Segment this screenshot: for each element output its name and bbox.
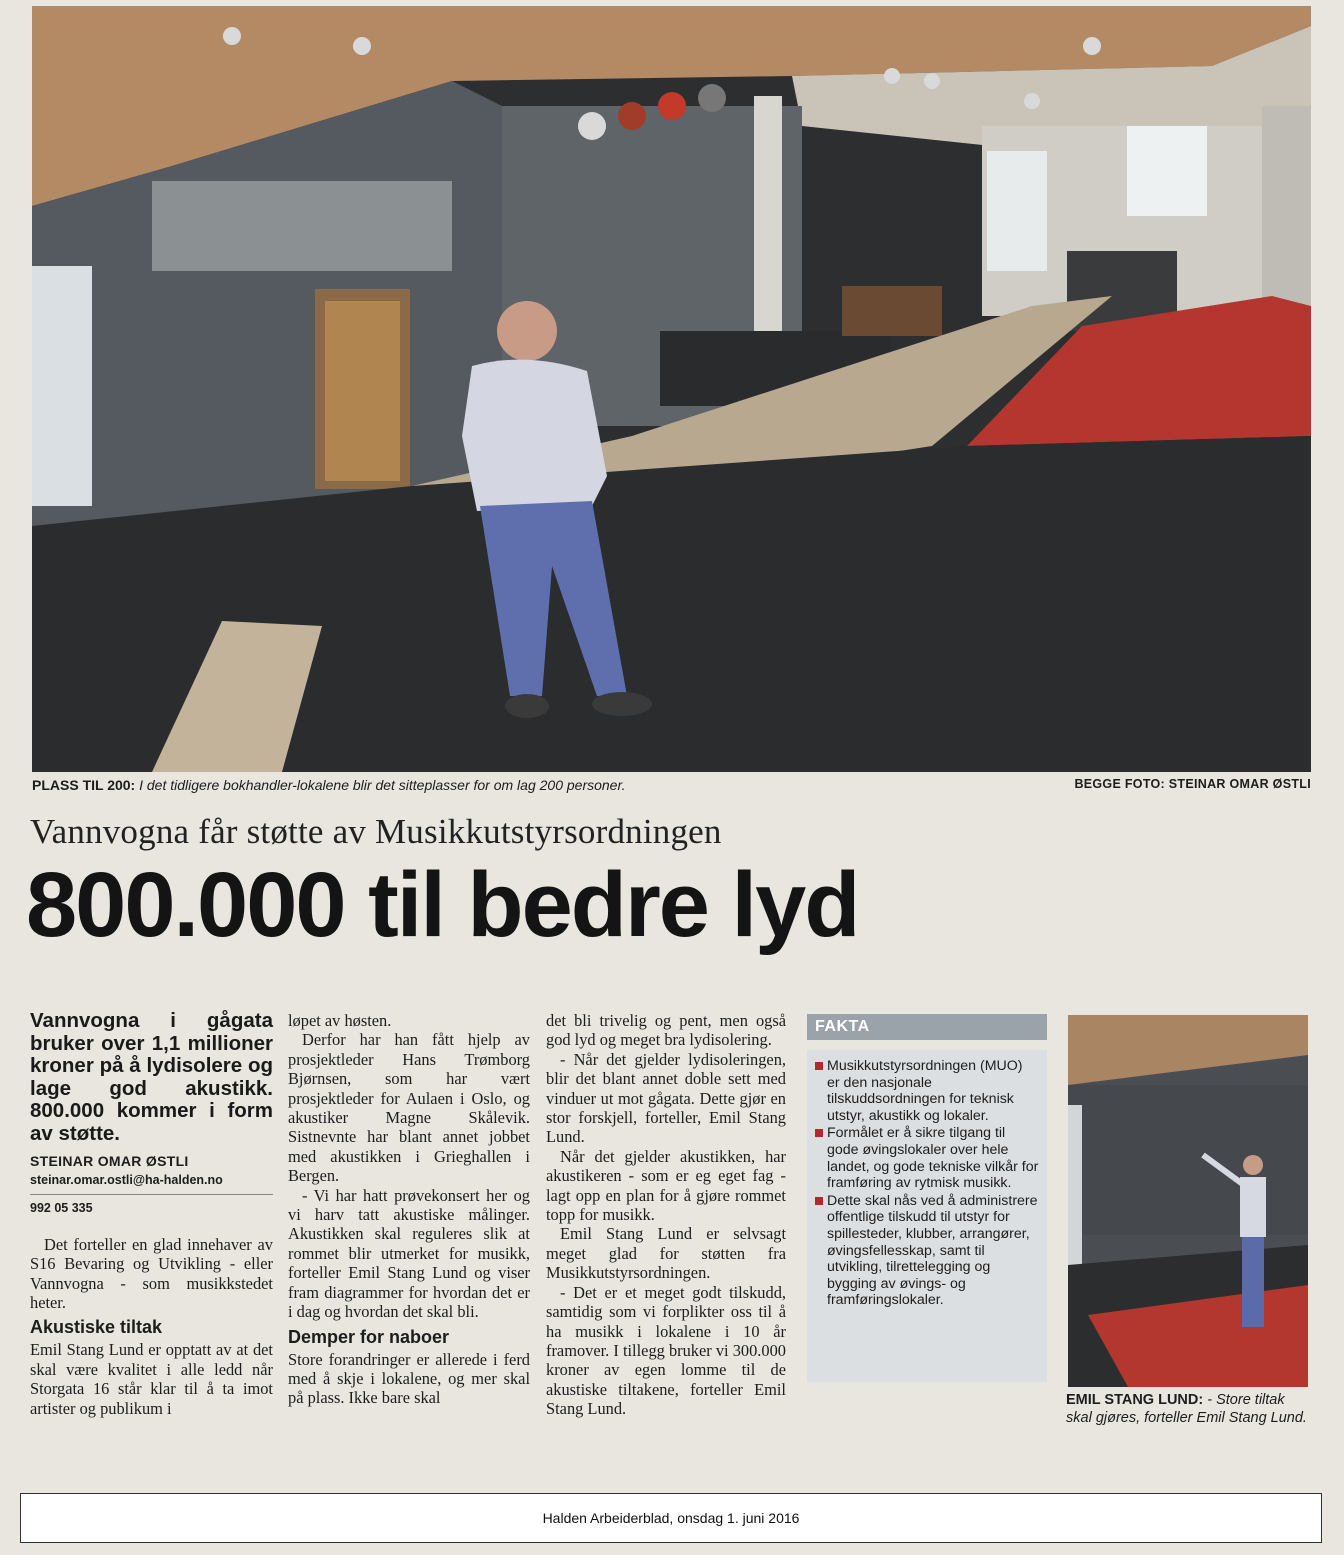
article-column-2 xyxy=(288,1011,530,1408)
photo-caption-label: PLASS TIL 200: xyxy=(32,777,136,793)
body-paragraph: Emil Stang Lund er opptatt av at det skal være kvalitet i alle ledd når Storgata 16 står klar til å ta imot artister og publikum i xyxy=(30,1340,273,1418)
byline-divider xyxy=(30,1194,273,1195)
fakta-item-text: Musikkutstyrsordningen (MUO) er den nasjonale tilskuddsordningen for teknisk utstyr, akustikk og lokaler. xyxy=(827,1058,1023,1124)
body-paragraph: - Når det gjelder lydisoleringen, blir det blant annet doble sett med vinduer ut mot gågata. Dette gjør en stor forskjell, forteller, Emil Stang Lund. xyxy=(546,1049,786,1147)
fakta-box xyxy=(807,1014,1047,1386)
main-photo xyxy=(32,6,1311,772)
body-paragraph: Store forandringer er allerede i ferd med å skje i lokalene, og mer skal på plass. Ikke bare skal xyxy=(288,1349,530,1408)
fakta-item xyxy=(815,1125,1039,1191)
headline: 800.000 til bedre lyd xyxy=(26,854,859,956)
body-paragraph: - Det er et meget godt tilskudd, samtidig som vi forplikter oss til å ha musikk i lokalene i 10 år framover. I tillegg bruker vi 300.000 kroner av egen lomme til de akustiske tiltakene, forteller Emil Stang Lund. xyxy=(546,1282,786,1419)
photo-caption-text: I det tidligere bokhandler-lokalene blir det sitteplasser for om lag 200 personer. xyxy=(139,777,626,793)
byline-phone: 992 05 335 xyxy=(30,1201,93,1216)
secondary-photo xyxy=(1068,1015,1308,1387)
fakta-item-text: Dette skal nås ved å administrere offentlige tilskudd til utstyr for spillesteder, klubber, arrangører, øvingsfellesskap, samt til utvikling, tilrettelegging og bygging av øvings- og framføringslokaler. xyxy=(827,1192,1038,1309)
subheading-demper-for-naboer: Demper for naboer xyxy=(288,1326,450,1347)
secondary-caption-text: - Store tiltak skal gjøres, forteller Emil Stang Lund. xyxy=(1066,1392,1307,1426)
subheading-akustiske-tiltak: Akustiske tiltak xyxy=(30,1317,163,1338)
source-footer: Halden Arbeiderblad, onsdag 1. juni 2016 xyxy=(20,1493,1322,1543)
secondary-caption-label: EMIL STANG LUND: xyxy=(1066,1392,1204,1408)
fakta-item xyxy=(815,1058,1039,1124)
body-paragraph: Derfor har han fått hjelp av prosjektleder Hans Trømborg Bjørnsen, som har vært prosjektleder for Aulaen i Oslo, og akustiker Magne Skålevik. Sistnevnte har blant annet jobbet med akustikken i Grieghallen i Bergen. xyxy=(288,1030,530,1186)
body-paragraph: Når det gjelder akustikken, har akustikeren - som er eg eget fag - lagt opp en plan for å gjøre rommet topp for musikk. xyxy=(546,1146,786,1225)
secondary-photo-caption xyxy=(1066,1391,1311,1427)
kicker: Vannvogna får støtte av Musikkutstyrsordningen xyxy=(30,812,722,851)
byline-name: STEINAR OMAR ØSTLI xyxy=(30,1152,189,1169)
fakta-list xyxy=(815,1058,1039,1309)
fakta-title: FAKTA xyxy=(807,1014,1047,1040)
square-bullet-icon xyxy=(815,1129,823,1137)
photo-credit: BEGGE FOTO: STEINAR OMAR ØSTLI xyxy=(1074,777,1311,791)
fakta-body xyxy=(807,1050,1047,1382)
square-bullet-icon xyxy=(815,1197,823,1205)
article-column-1 xyxy=(30,1010,273,1418)
body-paragraph: løpet av høsten. xyxy=(288,1011,392,1030)
photo-caption xyxy=(32,777,1311,799)
fakta-item-text: Formålet er å sikre tilgang til gode øvingslokaler over hele landet, og gode tekniske vilkår for framføring av rytmisk musikk. xyxy=(827,1125,1039,1192)
byline xyxy=(30,1152,273,1219)
body-paragraph: Det forteller en glad innehaver av S16 Bevaring og Utvikling - eller Vannvogna - som musikkstedet heter. xyxy=(30,1234,273,1312)
body-paragraph: - Vi har hatt prøvekonsert her og vi harv tatt akustiske målinger. Akustikken skal reguleres slik at rommet blir utmerket for musikk, forteller Emil Stang Lund og viser fram diagrammer for hvordan det er i dag og hvordan det skal bli. xyxy=(288,1185,530,1322)
body-paragraph: Emil Stang Lund er selvsagt meget glad for støtten fra Musikkutstyrsordningen. xyxy=(546,1224,786,1283)
body-paragraph: det bli trivelig og pent, men også god lyd og meget bra lydisolering. xyxy=(546,1011,786,1050)
fakta-item xyxy=(815,1193,1039,1309)
byline-email[interactable]: steinar.omar.ostli@ha-halden.no xyxy=(30,1172,223,1187)
square-bullet-icon xyxy=(815,1062,823,1070)
lead-paragraph: Vannvogna i gågata bruker over 1,1 millioner kroner på å lydisolere og lage god akustikk. 800.000 kommer i form av støtte. xyxy=(30,1009,273,1145)
article-column-3 xyxy=(546,1011,786,1419)
